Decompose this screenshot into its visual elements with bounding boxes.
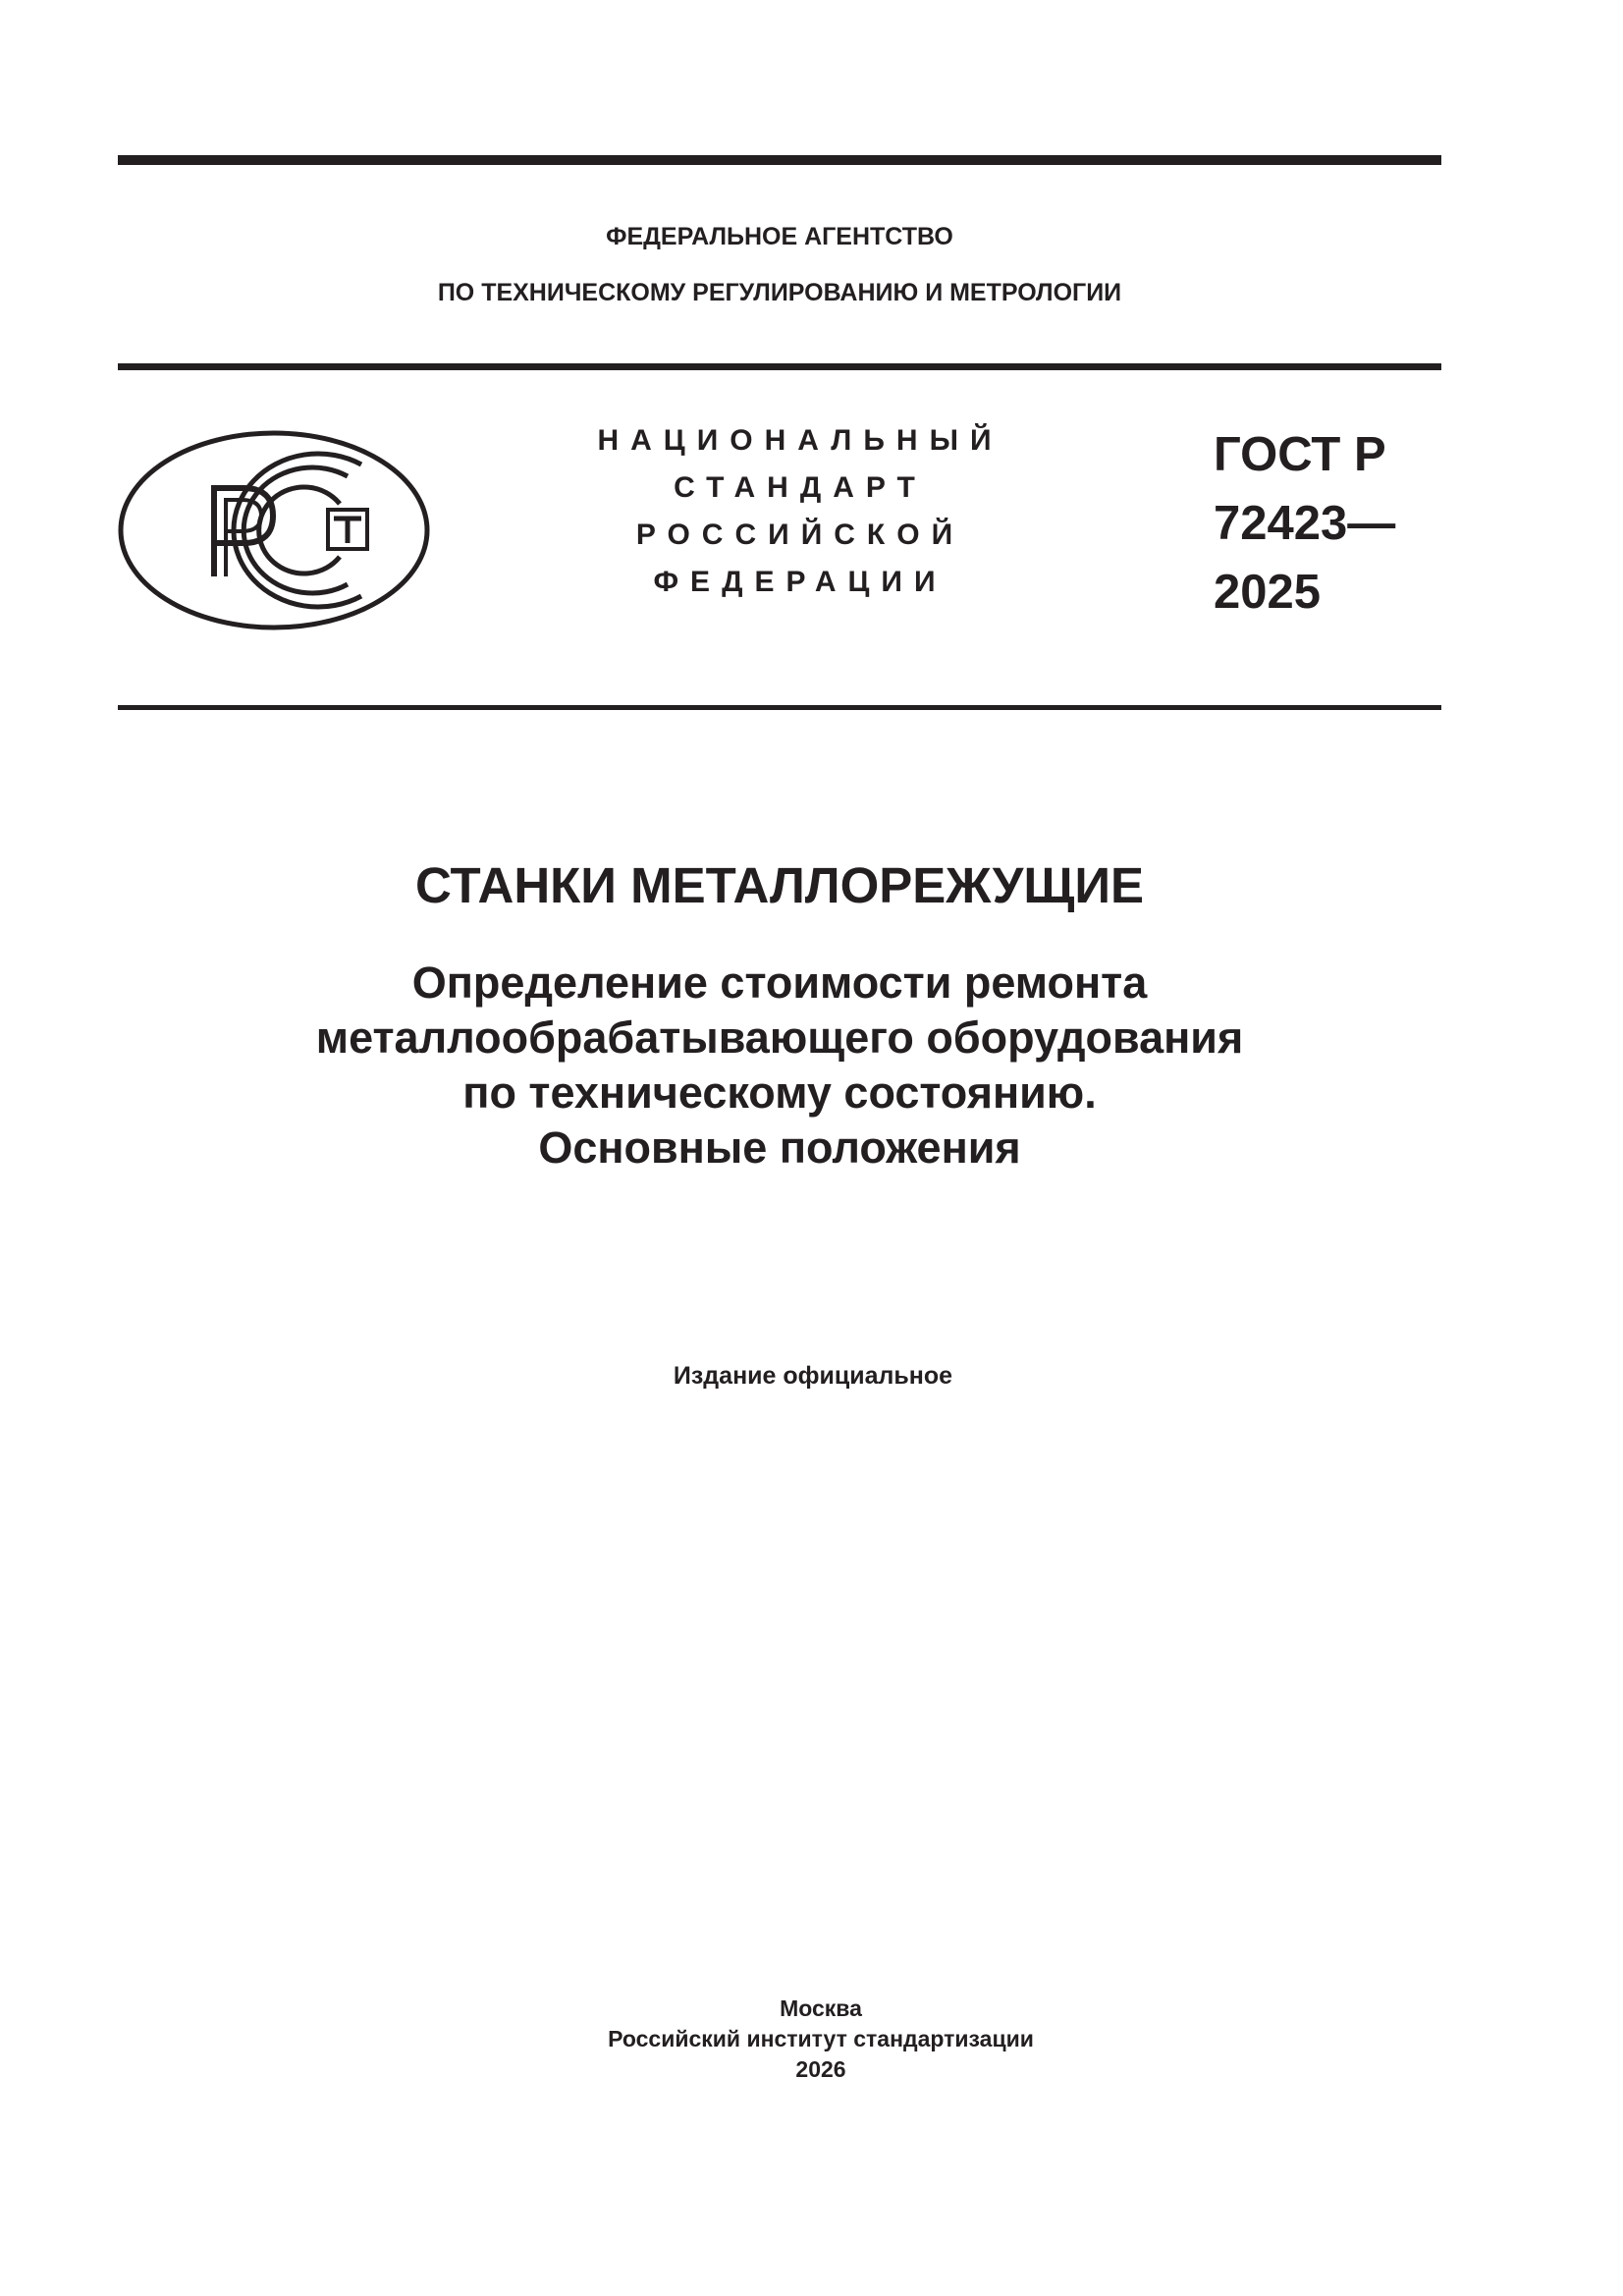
agency-name-line-2: ПО ТЕХНИЧЕСКОМУ РЕГУЛИРОВАНИЮ И МЕТРОЛОГИИ [437, 279, 1122, 306]
standard-type [550, 424, 1051, 613]
document-subtitle [118, 956, 1441, 1175]
number-rule [118, 705, 1441, 710]
subtitle-line-4: Основные положения [538, 1122, 1021, 1173]
standard-number-line-1: ГОСТ Р [1214, 428, 1386, 481]
imprint-city: Москва [780, 1995, 862, 2021]
edition-note: Издание официальное [673, 1362, 953, 1390]
subtitle-line-3: по техническому состоянию. [462, 1067, 1097, 1118]
top-rule [118, 155, 1441, 165]
imprint-year: 2026 [795, 2056, 846, 2082]
standard-number-line-3: 2025 [1214, 566, 1322, 619]
header-rule [118, 363, 1441, 370]
agency-name-line-1: ФЕДЕРАЛЬНОЕ АГЕНТСТВО [606, 223, 953, 250]
standard-type-line-2: СТАНДАРТ [674, 471, 927, 504]
rst-conformity-mark-icon [116, 427, 432, 633]
standard-type-line-4: ФЕДЕРАЦИИ [653, 566, 947, 598]
imprint [412, 1994, 1229, 2085]
subtitle-line-2: металлообрабатывающего оборудования [315, 1012, 1244, 1063]
imprint-publisher: Российский институт стандартизации [608, 2026, 1034, 2051]
standard-number-line-2: 72423— [1214, 497, 1396, 550]
standard-type-line-1: НАЦИОНАЛЬНЫЙ [597, 424, 1003, 457]
subtitle-line-1: Определение стоимости ремонта [411, 957, 1148, 1008]
standard-type-line-3: РОССИЙСКОЙ [635, 519, 965, 551]
document-title: СТАНКИ МЕТАЛЛОРЕЖУЩИЕ [414, 857, 1144, 913]
standard-number [1214, 420, 1395, 627]
